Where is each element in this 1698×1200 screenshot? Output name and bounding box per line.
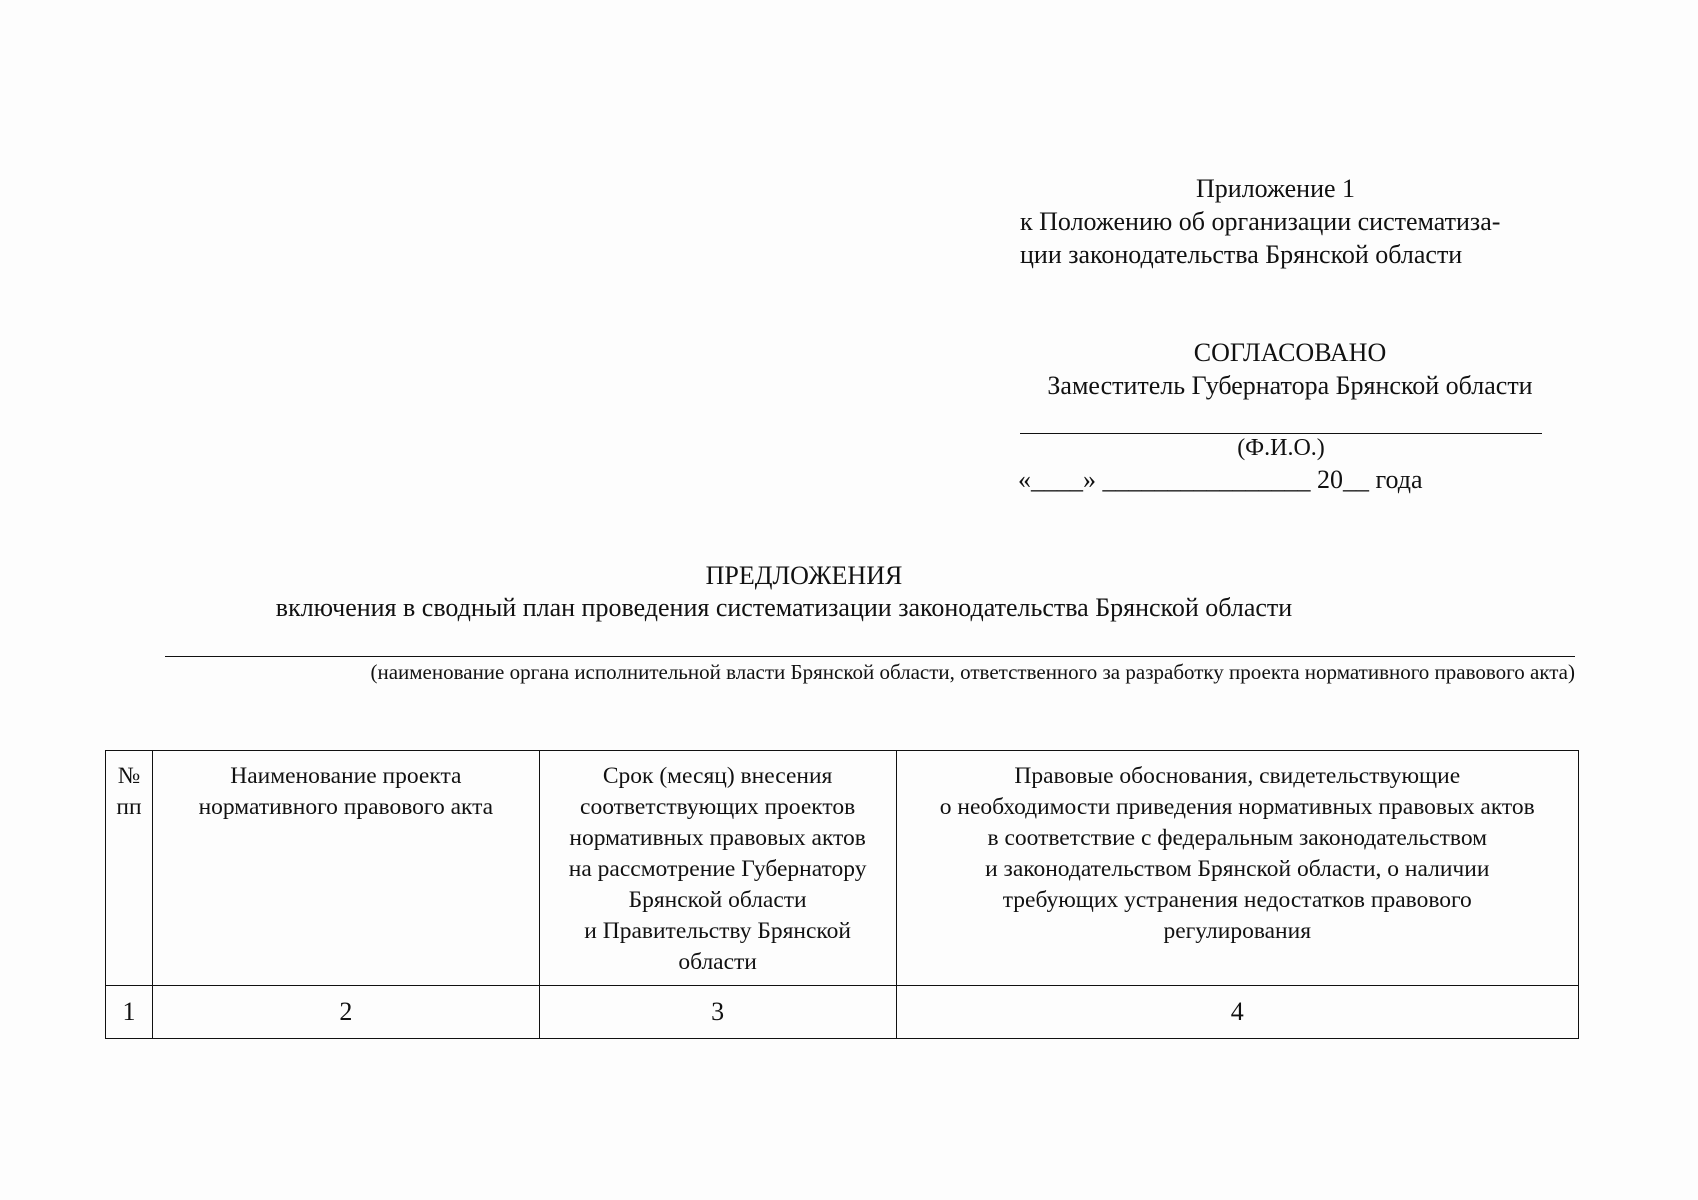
column-number-1: 1 xyxy=(106,986,153,1039)
header-number-label: № пп xyxy=(116,763,142,820)
organization-name-line xyxy=(165,656,1575,657)
header-act-name-label: Наименование проекта нормативного правового акта xyxy=(198,763,494,820)
proposals-table xyxy=(105,750,1579,1039)
document-title: ПРЕДЛОЖЕНИЯ xyxy=(705,561,903,590)
fio-caption: (Ф.И.О.) xyxy=(1237,435,1325,461)
appendix-line-3: ции законодательства Брянской области xyxy=(1020,240,1463,269)
header-legal-grounds-label: Правовые обоснования, свидетельствующие о необходимости приведения нормативных правовых актов в соответствие с федеральным законодательством и законодательством Брянской области, о наличии требующих устранения недостатков правового регулирования xyxy=(939,763,1535,944)
table-header-row xyxy=(106,751,1579,986)
table-row xyxy=(106,986,1579,1039)
approval-title: СОГЛАСОВАНО xyxy=(1193,338,1387,367)
header-deadline xyxy=(539,751,896,986)
header-deadline-label: Срок (месяц) внесения соответствующих проектов нормативных правовых актов на рассмотрение Губернатору Брянской области и Правительству Брянской области xyxy=(568,763,867,975)
document-heading xyxy=(0,560,1698,624)
appendix-reference xyxy=(1020,172,1580,271)
header-number xyxy=(106,751,153,986)
approval-date-line: «____» ________________ 20__ года xyxy=(1018,465,1423,494)
header-legal-grounds xyxy=(896,751,1578,986)
approval-block xyxy=(1020,336,1560,402)
document-subtitle: включения в сводный план проведения систематизации законодательства Брянской области xyxy=(275,593,1293,622)
appendix-title: Приложение 1 xyxy=(1196,174,1356,203)
appendix-line-2: к Положению об организации систематиза- xyxy=(1020,207,1501,236)
organization-caption: (наименование органа исполнительной власти Брянской области, ответственного за разработку проекта нормативного правового акта) xyxy=(370,660,1575,684)
column-number-2: 2 xyxy=(152,986,539,1039)
column-number-4: 4 xyxy=(896,986,1578,1039)
header-act-name xyxy=(152,751,539,986)
column-number-3: 3 xyxy=(539,986,896,1039)
approver-position: Заместитель Губернатора Брянской области xyxy=(1047,371,1533,400)
